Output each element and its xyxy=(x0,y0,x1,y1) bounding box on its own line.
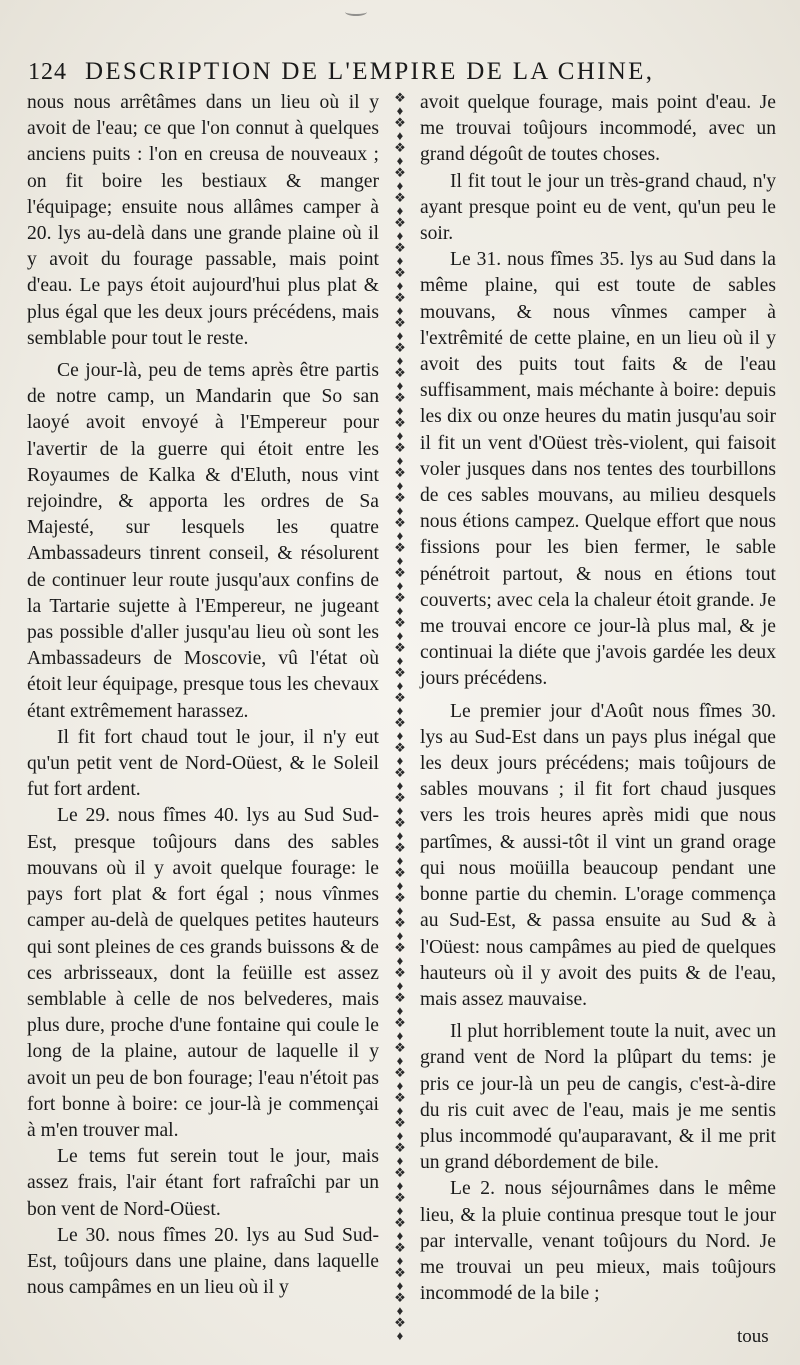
page-header xyxy=(28,58,733,92)
ornament-glyph: ♦ xyxy=(396,1302,404,1318)
ornament-glyph: ♦ xyxy=(396,402,404,418)
ornament-glyph: ❖ xyxy=(394,565,406,580)
paragraph: Le premier jour d'Août nous fîmes 30. lys au Sud-Est dans un pays plus inégal que les deux jours précédens; mais toûjours de sables mouvans ; il fit fort chaud jusques vers les trois heures après midi que nous partîmes, & aussi-tôt il vint un grand orage qui nous moüilla beaucoup pendant une bonne partie du chemin. L'orage commença au Sud-Est, & passa ensuite au Sud & à l'Oüest: nous campâmes au pied de quelques hauteurs où il y avoit des puits & de l'eau, mais assez mauvaise. xyxy=(420,700,776,1010)
ornament-glyph: ♦ xyxy=(396,277,404,293)
ornament-glyph: ♦ xyxy=(396,427,404,443)
ornament-glyph: ❖ xyxy=(394,315,406,330)
ornament-glyph: ♦ xyxy=(396,1052,404,1068)
ornament-glyph: ♦ xyxy=(396,777,404,793)
ornament-glyph: ❖ xyxy=(394,140,406,155)
ornament-glyph: ❖ xyxy=(394,1115,406,1130)
ornament-glyph: ❖ xyxy=(394,1265,406,1280)
ornament-glyph: ♦ xyxy=(396,502,404,518)
ornament-glyph: ❖ xyxy=(394,1040,406,1055)
ornament-glyph: ❖ xyxy=(394,890,406,905)
ornament-glyph: ♦ xyxy=(396,1252,404,1268)
ornament-glyph: ♦ xyxy=(396,252,404,268)
ornament-glyph: ♦ xyxy=(396,577,404,593)
ornament-glyph: ❖ xyxy=(394,265,406,280)
ornament-glyph: ❖ xyxy=(394,515,406,530)
ornament-glyph: ❖ xyxy=(394,740,406,755)
ornament-glyph: ❖ xyxy=(394,440,406,455)
paragraph: Il fit fort chaud tout le jour, il n'y eut qu'un petit vent de Nord-Oüest, & le Soleil fut fort ardent. xyxy=(27,726,379,801)
ornament-glyph: ♦ xyxy=(396,452,404,468)
ornament-glyph: ❖ xyxy=(394,165,406,180)
ink-mark xyxy=(345,8,367,16)
right-column xyxy=(420,90,776,1307)
ornament-glyph: ♦ xyxy=(396,652,404,668)
ornament-glyph: ♦ xyxy=(396,827,404,843)
ornament-glyph: ♦ xyxy=(396,1177,404,1193)
ornament-glyph: ♦ xyxy=(396,1077,404,1093)
ornament-glyph: ❖ xyxy=(394,1215,406,1230)
ornament-glyph: ♦ xyxy=(396,102,404,118)
ornament-glyph: ♦ xyxy=(396,802,404,818)
paragraph: Le tems fut serein tout le jour, mais assez frais, l'air étant fort rafraîchi par un bon vent de Nord-Oüest. xyxy=(27,1146,379,1220)
ornament-glyph: ❖ xyxy=(394,465,406,480)
ornament-glyph: ❖ xyxy=(394,665,406,680)
ornament-glyph: ♦ xyxy=(396,1152,404,1168)
ornament-glyph: ♦ xyxy=(396,677,404,693)
ornament-glyph: ♦ xyxy=(396,1202,404,1218)
paragraph: Le 31. nous fîmes 35. lys au Sud dans la même plaine, qui est toute de sables mouvans, & nous vînmes camper à l'extrêmité de cette plaine, en un lieu où il y avoit des puits tout faits & de l'eau suffisamment, mais méchante à boire: depuis les dix ou onze heures du matin jusqu'au soir il fit un vent d'Oüest très-violent, qui faisoit voler jusques dans nos tentes des tourbillons de ces sables mouvans, au milieu desquels nous étions campez. Quelque effort que nous fissions pour les bien fermer, le sable pénétroit partout, & nous en étions tout couverts; avec cela la chaleur étoit grande. Je me trouvai encore ce jour-là plus mal, & je continuai la diéte que j'avois gardée les deux jours précédens. xyxy=(420,249,776,690)
ornament-glyph: ♦ xyxy=(396,852,404,868)
ornament-glyph: ♦ xyxy=(396,1277,404,1293)
ornament-glyph: ♦ xyxy=(396,902,404,918)
ornament-glyph: ♦ xyxy=(396,927,404,943)
ornament-glyph: ❖ xyxy=(394,190,406,205)
ornament-glyph: ❖ xyxy=(394,690,406,705)
ornament-glyph: ❖ xyxy=(394,715,406,730)
ornament-glyph: ♦ xyxy=(396,202,404,218)
ornament-glyph: ❖ xyxy=(394,990,406,1005)
page-number: 124 xyxy=(28,59,67,85)
ornament-glyph: ❖ xyxy=(394,415,406,430)
ornament-glyph: ❖ xyxy=(394,1065,406,1080)
ornament-glyph: ❖ xyxy=(394,340,406,355)
ornament-glyph: ❖ xyxy=(394,1315,406,1330)
ornament-glyph: ♦ xyxy=(396,327,404,343)
ornament-glyph: ❖ xyxy=(394,640,406,655)
ornament-glyph: ❖ xyxy=(394,1290,406,1305)
paragraph: Il plut horriblement toute la nuit, avec un grand vent de Nord la plûpart du tems: je pris ce jour-là un peu de cangis, c'est-à-dire du ris cuit avec de l'eau, mais je me sentis plus incommodé qu'auparavant, & il me prit un grand débordement de bile. xyxy=(420,1021,776,1174)
paragraph: Le 30. nous fîmes 20. lys au Sud Sud-Est, toûjours dans une plaine, dans laquelle nous campâmes en un lieu où il y xyxy=(27,1224,379,1299)
ornament-glyph: ❖ xyxy=(394,365,406,380)
ornament-glyph: ♦ xyxy=(396,727,404,743)
ornament-glyph: ♦ xyxy=(396,352,404,368)
ornament-glyph: ♦ xyxy=(396,1002,404,1018)
ornament-glyph: ❖ xyxy=(394,490,406,505)
ornament-glyph: ♦ xyxy=(396,177,404,193)
left-column xyxy=(27,90,379,1301)
ornament-glyph: ❖ xyxy=(394,790,406,805)
running-title: DESCRIPTION DE L'EMPIRE DE LA CHINE, xyxy=(85,58,655,85)
ornament-glyph: ♦ xyxy=(396,1327,404,1342)
ornamental-column-divider xyxy=(392,92,408,1342)
ornament-glyph: ❖ xyxy=(394,540,406,555)
ornament-glyph: ❖ xyxy=(394,940,406,955)
ornament-glyph: ♦ xyxy=(396,752,404,768)
ornament-glyph: ❖ xyxy=(394,1165,406,1180)
ornament-glyph: ❖ xyxy=(394,390,406,405)
ornament-glyph: ♦ xyxy=(396,702,404,718)
ornament-glyph: ❖ xyxy=(394,1140,406,1155)
ornament-glyph: ❖ xyxy=(394,590,406,605)
ornament-glyph: ❖ xyxy=(394,915,406,930)
ornament-glyph: ❖ xyxy=(394,92,406,105)
paragraph: Ce jour-là, peu de tems après être partis de notre camp, un Mandarin que So san laoyé avoit envoyé à l'Empereur pour l'avertir de la guerre qui étoit entre les Royaumes de Kalka & d'Eluth, nous vint rejoindre, & apporta les ordres de Sa Majesté, sur lesquels les quatre Ambassadeurs tinrent conseil, & résolurent de continuer leur route jusqu'aux confins de la Tartarie sujette à l'Empereur, ne jugeant pas possible d'aller jusqu'au lieu où sont les Ambassadeurs de Moscovie, vû l'état où étoit leur équipage, presque tous les chevaux étant extrêmement harassez. xyxy=(27,360,379,722)
ornament-glyph: ❖ xyxy=(394,815,406,830)
ornament-glyph: ❖ xyxy=(394,215,406,230)
ornament-glyph: ♦ xyxy=(396,552,404,568)
ornament-glyph: ♦ xyxy=(396,602,404,618)
ornament-glyph: ❖ xyxy=(394,1090,406,1105)
ornament-glyph: ❖ xyxy=(394,1240,406,1255)
ornament-glyph: ❖ xyxy=(394,240,406,255)
ornament-glyph: ♦ xyxy=(396,952,404,968)
paragraph: avoit quelque fourage, mais point d'eau. Je me trouvai toûjours incommodé, avec un grand dégoût de toutes choses. xyxy=(420,92,776,166)
ornament-glyph: ♦ xyxy=(396,1227,404,1243)
ornament-glyph: ❖ xyxy=(394,840,406,855)
paragraph: Le 29. nous fîmes 40. lys au Sud Sud-Est, presque toûjours dans des sables mouvans où il y avoit quelque fourage: le pays fort plat & fort égal ; nous vînmes camper au-delà de quelques petites hauteurs qui sont pleines de ces grands buissons & de ces arbrisseaux, dont la feüille est assez semblable à celle de nos belvederes, mais plus dure, proche d'une fontaine qui coule le long de la plaine, autour de laquelle il y avoit un peu de bon fourage; l'eau n'étoit pas fort bonne à boire: ce jour-là je commençai à m'en trouver mal. xyxy=(27,805,379,1141)
ornament-glyph: ❖ xyxy=(394,115,406,130)
ornament-glyph: ♦ xyxy=(396,302,404,318)
ornament-glyph: ♦ xyxy=(396,1102,404,1118)
ornament-glyph: ♦ xyxy=(396,1027,404,1043)
ornament-glyph: ❖ xyxy=(394,865,406,880)
ornament-glyph: ❖ xyxy=(394,965,406,980)
ornament-glyph: ♦ xyxy=(396,377,404,393)
ornament-glyph: ♦ xyxy=(396,977,404,993)
ornament-glyph: ❖ xyxy=(394,765,406,780)
ornament-glyph: ❖ xyxy=(394,290,406,305)
paragraph: nous nous arrêtâmes dans un lieu où il y avoit de l'eau; ce que l'on connut à quelques anciens puits : l'on en creusa de nouveaux ; on fit boire les bestiaux & manger l'équipage; ensuite nous allâmes camper à 20. lys au-delà dans une grande plaine où il y avoit du fourage passable, mais point d'eau. Le pays étoit aujourd'hui plus plat & plus égal que les deux jours précédens, mais semblable pour tout le reste. xyxy=(27,92,379,349)
ornament-glyph: ♦ xyxy=(396,1127,404,1143)
ornament-glyph: ♦ xyxy=(396,127,404,143)
ornament-glyph: ♦ xyxy=(396,627,404,643)
ornament-glyph: ♦ xyxy=(396,877,404,893)
ornament-glyph: ♦ xyxy=(396,152,404,168)
ornament-glyph: ♦ xyxy=(396,477,404,493)
paragraph: Il fit tout le jour un très-grand chaud, n'y ayant presque point eu de vent, qu'un peu le soir. xyxy=(420,170,776,245)
paragraph: Le 2. nous séjournâmes dans le même lieu, & la pluie continua presque tout le jour par intervalle, venant toûjours du Nord. Je me trouvai un peu mieux, mais toûjours incommodé de la bile ; xyxy=(420,1178,776,1305)
ornament-glyph: ♦ xyxy=(396,227,404,243)
ornament-glyph: ❖ xyxy=(394,615,406,630)
ornament-glyph: ❖ xyxy=(394,1190,406,1205)
ornament-glyph: ♦ xyxy=(396,527,404,543)
catchword: tous xyxy=(737,1326,769,1347)
ornament-glyph: ❖ xyxy=(394,1015,406,1030)
